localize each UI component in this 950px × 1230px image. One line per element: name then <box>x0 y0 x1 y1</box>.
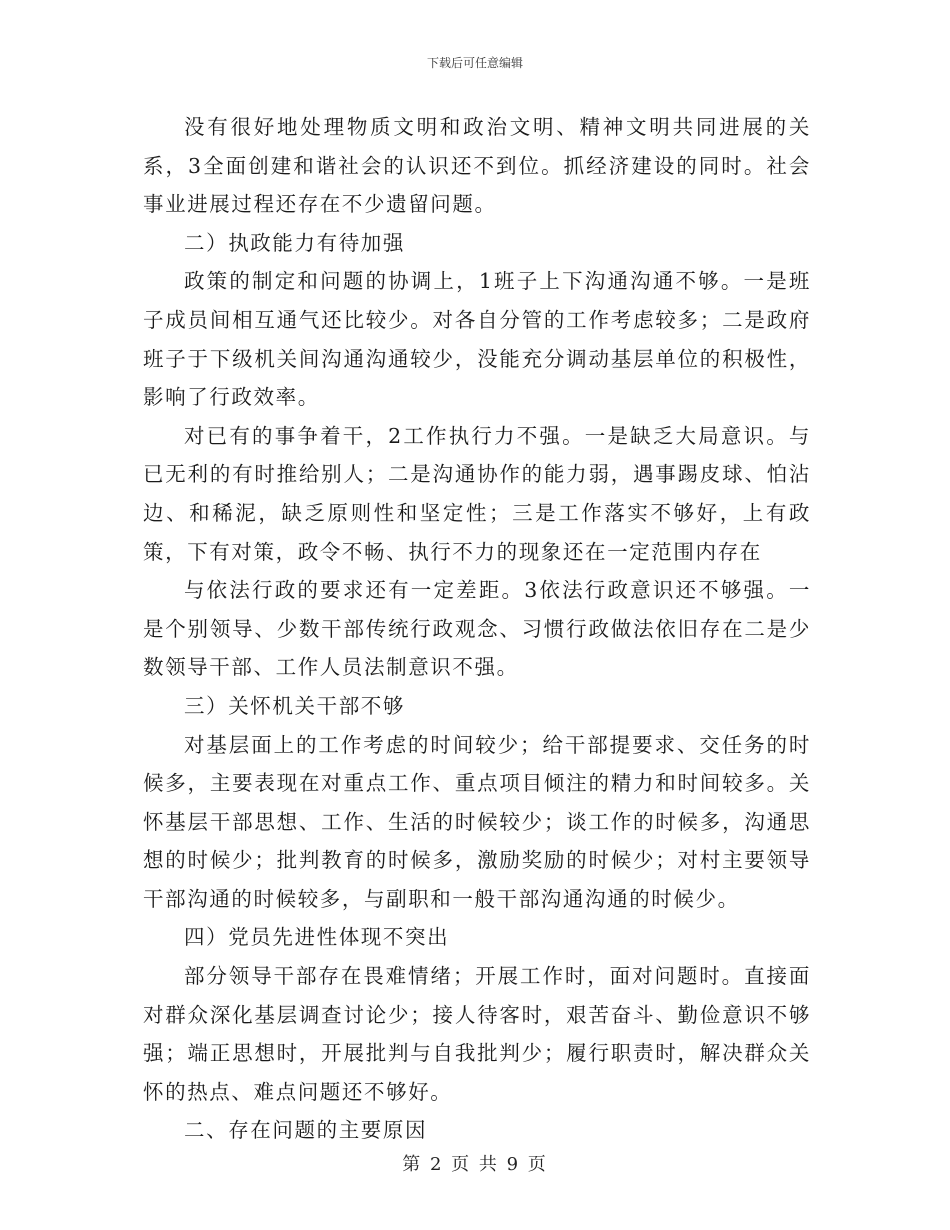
paragraph-3: 政策的制定和问题的协调上，1班子上下沟通沟通不够。一是班子成员间相互通气还比较少。对各自分管的工作考虑较多；二是政府班子于下级机关间沟通沟通较少，没能充分调动基层单位的积极性，影响了行政效率。 <box>143 269 811 410</box>
paragraph-7: 对基层面上的工作考虑的时间较少；给干部提要求、交任务的时候多，主要表现在对重点工作、重点项目倾注的精力和时间较多。关怀基层干部思想、工作、生活的时候较少；谈工作的时候多，沟通思想的时候少；批判教育的时候多，激励奖励的时候少；对村主要领导干部沟通的时候较多，与副职和一般干部沟通沟通的时候少。 <box>143 732 811 911</box>
section-heading-2: 二）执政能力有待加强 <box>184 230 405 255</box>
section-heading-4: 四）党员先进性体现不突出 <box>184 925 450 950</box>
page-number: 第 2 页 共 9 页 <box>402 1154 548 1175</box>
paragraph-4: 对已有的事争着干，2工作执行力不强。一是缺乏大局意识。与已无利的有时推给别人；二是沟通协作的能力弱，遇事踢皮球、怕沾边、和稀泥，缺乏原则性和坚定性；三是工作落实不够好，上有政策，下有对策，政令不畅、执行不力的现象还在一定范围内存在 <box>143 423 811 564</box>
paragraph-1: 没有很好地处理物质文明和政治文明、精神文明共同进展的关系，3全面创建和谐社会的认识还不到位。抓经济建设的同时。社会事业进展过程还存在不少遗留问题。 <box>143 115 811 217</box>
section-heading-causes: 二、存在问题的主要原因 <box>184 1118 428 1143</box>
document-body <box>143 108 811 1150</box>
page-header-note: 下载后可任意编辑 <box>426 56 523 70</box>
paragraph-9: 部分领导干部存在畏难情绪；开展工作时，面对问题时。直接面对群众深化基层调查讨论少；接人待客时，艰苦奋斗、勤俭意识不够强；端正思想时，开展批判与自我批判少；履行职责时，解决群众关怀的热点、难点问题还不够好。 <box>143 964 811 1104</box>
paragraph-5: 与依法行政的要求还有一定差距。3依法行政意识还不够强。一是个别领导、少数干部传统行政观念、习惯行政做法依旧存在二是少数领导干部、工作人员法制意识不强。 <box>143 578 811 680</box>
section-heading-3: 三）关怀机关干部不够 <box>184 693 405 718</box>
